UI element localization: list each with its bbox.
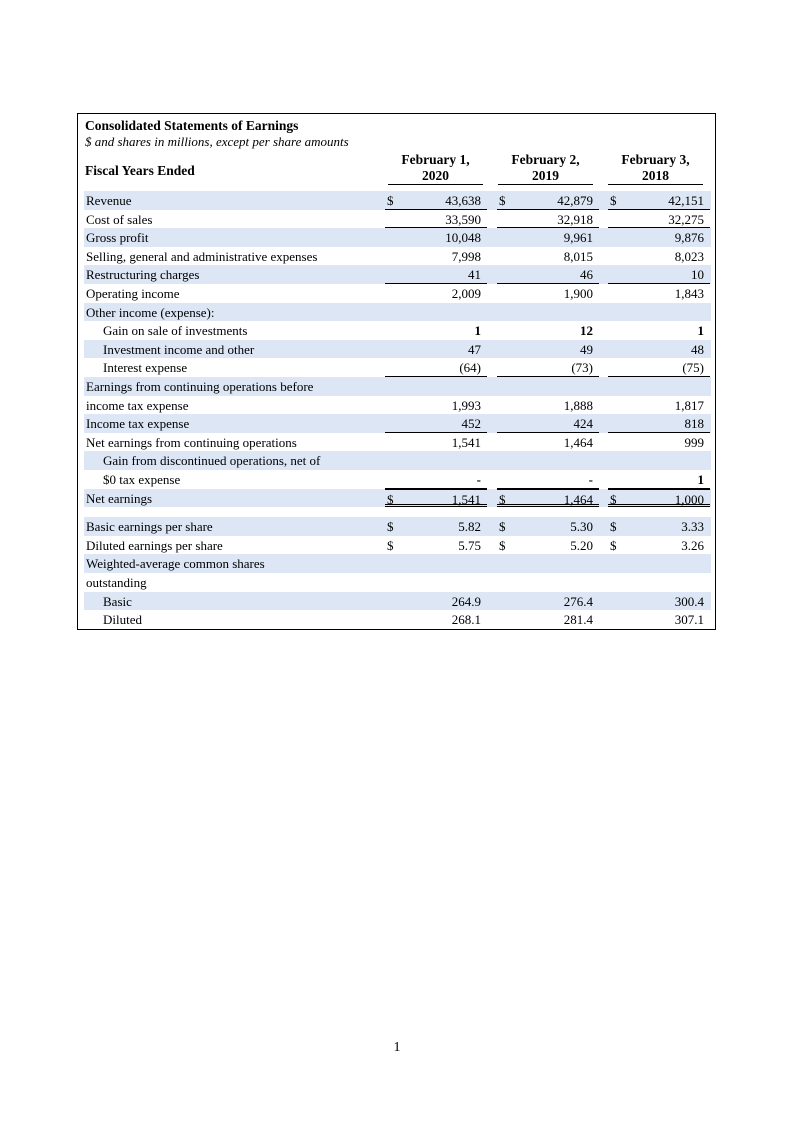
- value-cell: [497, 414, 599, 433]
- value-cell: [385, 228, 487, 247]
- value-cell: [497, 433, 599, 452]
- cell-value: 1: [697, 472, 704, 487]
- table-row: [84, 610, 711, 629]
- value-cell: [385, 517, 487, 536]
- currency-symbol: $: [610, 491, 617, 507]
- row-label: Net earnings from continuing operations: [86, 434, 297, 450]
- value-cell: [497, 517, 599, 536]
- value-cell: [385, 247, 487, 266]
- column-header-2018: [608, 152, 703, 185]
- value-cell: [497, 592, 599, 611]
- table-row: [84, 303, 711, 322]
- title-block: [85, 118, 349, 150]
- table-row: [84, 573, 711, 592]
- currency-symbol: $: [610, 193, 617, 208]
- column-year: 2020: [388, 168, 483, 185]
- value-cell: [608, 247, 710, 266]
- value-cell: [608, 265, 710, 284]
- value-cell: [497, 191, 599, 210]
- value-cell: [608, 610, 710, 629]
- row-label: Interest expense: [103, 360, 188, 376]
- cell-value: 1,000: [674, 491, 704, 507]
- value-cell: [385, 451, 487, 470]
- table-row: [84, 414, 711, 433]
- row-label: Diluted: [103, 612, 142, 628]
- value-cell: [497, 451, 599, 470]
- row-label: outstanding: [86, 575, 147, 590]
- row-label: Restructuring charges: [86, 267, 200, 283]
- column-date: February 1,: [401, 152, 470, 167]
- currency-symbol: $: [387, 537, 394, 553]
- cell-value: 10,048: [445, 230, 481, 246]
- row-label: Gross profit: [86, 230, 149, 246]
- cell-value: 41: [468, 267, 481, 283]
- cell-value: (73): [571, 360, 593, 376]
- value-cell: [497, 536, 599, 555]
- value-cell: [608, 377, 710, 396]
- value-cell: [608, 517, 710, 536]
- value-cell: [385, 284, 487, 303]
- cell-value: 818: [684, 416, 704, 432]
- cell-value: 1,464: [563, 491, 593, 507]
- statement-table: [77, 113, 716, 630]
- row-label: Weighted-average common shares: [86, 556, 265, 572]
- cell-value: -: [588, 472, 593, 487]
- cell-value: 1,900: [563, 286, 593, 301]
- value-cell: [385, 210, 487, 229]
- cell-value: 10: [691, 267, 704, 283]
- value-cell: [608, 396, 710, 415]
- value-cell: [497, 321, 599, 340]
- cell-value: 47: [468, 341, 481, 357]
- cell-value: 452: [461, 416, 481, 432]
- value-cell: [385, 470, 487, 489]
- value-cell: [385, 610, 487, 629]
- fiscal-years-label: Fiscal Years Ended: [85, 163, 195, 178]
- value-cell: [385, 340, 487, 359]
- row-label: Cost of sales: [86, 211, 153, 227]
- value-cell: [385, 303, 487, 322]
- value-cell: [385, 489, 487, 508]
- cell-value: 3.26: [681, 537, 704, 553]
- cell-value: 999: [684, 434, 704, 450]
- table-row: [84, 554, 711, 573]
- cell-value: 9,876: [674, 230, 704, 246]
- cell-value: 1: [474, 323, 481, 339]
- value-cell: [497, 396, 599, 415]
- table-row: [84, 592, 711, 611]
- row-label: Income tax expense: [86, 416, 190, 432]
- page-number: 1: [393, 1040, 401, 1055]
- table-row: [84, 433, 711, 452]
- value-cell: [497, 228, 599, 247]
- value-cell: [608, 321, 710, 340]
- value-cell: [608, 340, 710, 359]
- column-date: February 3,: [621, 152, 690, 167]
- row-label: Basic: [103, 593, 132, 609]
- currency-symbol: $: [499, 491, 506, 507]
- cell-value: 33,590: [445, 211, 481, 227]
- cell-value: 42,879: [557, 193, 593, 208]
- value-cell: [497, 265, 599, 284]
- value-cell: [608, 358, 710, 377]
- cell-value: 32,275: [668, 211, 704, 227]
- value-cell: [497, 610, 599, 629]
- value-cell: [608, 451, 710, 470]
- cell-value: 5.20: [570, 537, 593, 553]
- table-row: [84, 191, 711, 210]
- value-cell: [608, 554, 710, 573]
- row-label: Net earnings: [86, 490, 153, 506]
- value-cell: [497, 358, 599, 377]
- cell-value: 3.33: [681, 519, 704, 535]
- value-cell: [608, 191, 710, 210]
- cell-value: 1: [697, 323, 704, 339]
- currency-symbol: $: [610, 519, 617, 535]
- cell-value: 1,464: [563, 434, 593, 450]
- cell-value: (64): [459, 360, 481, 376]
- value-cell: [608, 489, 710, 508]
- table-row: [84, 321, 711, 340]
- column-header-2019: [498, 152, 593, 185]
- spacer-row: [84, 507, 711, 517]
- row-label: Other income (expense):: [86, 304, 215, 320]
- cell-value: 1,993: [451, 397, 481, 413]
- row-label: Selling, general and administrative expenses: [86, 248, 318, 264]
- value-cell: [385, 573, 487, 592]
- value-cell: [608, 433, 710, 452]
- value-cell: [608, 210, 710, 229]
- cell-value: 2,009: [451, 286, 481, 301]
- value-cell: [385, 358, 487, 377]
- cell-value: (75): [682, 360, 704, 376]
- currency-symbol: $: [499, 193, 506, 208]
- cell-value: 1,541: [451, 434, 481, 450]
- cell-value: 281.4: [563, 612, 593, 628]
- currency-symbol: $: [610, 537, 617, 553]
- table-row: [84, 536, 711, 555]
- column-year: 2018: [608, 168, 703, 185]
- currency-symbol: $: [499, 519, 506, 535]
- value-cell: [608, 284, 710, 303]
- table-row: [84, 396, 711, 415]
- table-row: [84, 358, 711, 377]
- value-cell: [497, 554, 599, 573]
- cell-value: 42,151: [668, 193, 704, 208]
- cell-value: 5.82: [458, 519, 481, 535]
- cell-value: 307.1: [674, 612, 704, 628]
- table-row: [84, 377, 711, 396]
- cell-value: 8,023: [674, 248, 704, 264]
- row-label: Earnings from continuing operations before: [86, 379, 314, 394]
- cell-value: 1,541: [451, 491, 481, 507]
- cell-value: 264.9: [451, 593, 481, 609]
- row-label: Diluted earnings per share: [86, 537, 223, 553]
- row-label: $0 tax expense: [103, 472, 181, 487]
- table-row: [84, 340, 711, 359]
- currency-symbol: $: [499, 537, 506, 553]
- value-cell: [385, 554, 487, 573]
- value-cell: [385, 414, 487, 433]
- value-cell: [608, 228, 710, 247]
- cell-value: 1,888: [563, 397, 593, 413]
- value-cell: [385, 592, 487, 611]
- table-row: [84, 210, 711, 229]
- table-row: [84, 247, 711, 266]
- cell-value: 8,015: [563, 248, 593, 264]
- row-label: Operating income: [86, 286, 180, 301]
- value-cell: [608, 303, 710, 322]
- value-cell: [497, 284, 599, 303]
- value-cell: [497, 303, 599, 322]
- value-cell: [497, 340, 599, 359]
- table-row: [84, 489, 711, 508]
- value-cell: [385, 265, 487, 284]
- row-label: Gain on sale of investments: [103, 323, 248, 339]
- cell-value: 424: [573, 416, 593, 432]
- cell-value: 49: [580, 341, 593, 357]
- cell-value: 5.75: [458, 537, 481, 553]
- statement-subtitle: $ and shares in millions, except per share amounts: [85, 134, 349, 149]
- value-cell: [497, 377, 599, 396]
- cell-value: 1,817: [674, 397, 704, 413]
- column-header-2020: [388, 152, 483, 185]
- cell-value: 12: [580, 323, 593, 339]
- table-row: [84, 517, 711, 536]
- cell-value: 1,843: [674, 286, 704, 301]
- value-cell: [497, 489, 599, 508]
- value-cell: [608, 536, 710, 555]
- cell-value: 9,961: [563, 230, 593, 246]
- value-cell: [608, 414, 710, 433]
- value-cell: [385, 433, 487, 452]
- row-label: Gain from discontinued operations, net of: [103, 453, 321, 469]
- value-cell: [497, 573, 599, 592]
- value-cell: [497, 247, 599, 266]
- table-row: [84, 284, 711, 303]
- cell-value: 48: [691, 341, 704, 357]
- currency-symbol: $: [387, 519, 394, 535]
- value-cell: [385, 191, 487, 210]
- cell-value: 276.4: [563, 593, 593, 609]
- table-row: [84, 470, 711, 489]
- cell-value: 268.1: [451, 612, 481, 628]
- value-cell: [608, 470, 710, 489]
- value-cell: [608, 573, 710, 592]
- cell-value: 32,918: [557, 211, 593, 227]
- row-label: Basic earnings per share: [86, 519, 213, 535]
- row-label: income tax expense: [86, 397, 189, 413]
- value-cell: [385, 377, 487, 396]
- cell-value: -: [476, 472, 481, 487]
- table-row: [84, 265, 711, 284]
- value-cell: [608, 592, 710, 611]
- table-row: [84, 451, 711, 470]
- value-cell: [497, 210, 599, 229]
- cell-value: 300.4: [674, 593, 704, 609]
- currency-symbol: $: [387, 193, 394, 208]
- column-year: 2019: [498, 168, 593, 185]
- cell-value: 43,638: [445, 193, 481, 208]
- column-date: February 2,: [511, 152, 580, 167]
- currency-symbol: $: [387, 491, 394, 507]
- row-label: Revenue: [86, 193, 132, 208]
- row-label: Investment income and other: [103, 341, 255, 357]
- value-cell: [385, 321, 487, 340]
- table-row: [84, 228, 711, 247]
- value-cell: [385, 536, 487, 555]
- cell-value: 5.30: [570, 519, 593, 535]
- cell-value: 7,998: [451, 248, 481, 264]
- value-cell: [385, 396, 487, 415]
- cell-value: 46: [580, 267, 593, 283]
- statement-title: Consolidated Statements of Earnings: [85, 118, 299, 133]
- value-cell: [497, 470, 599, 489]
